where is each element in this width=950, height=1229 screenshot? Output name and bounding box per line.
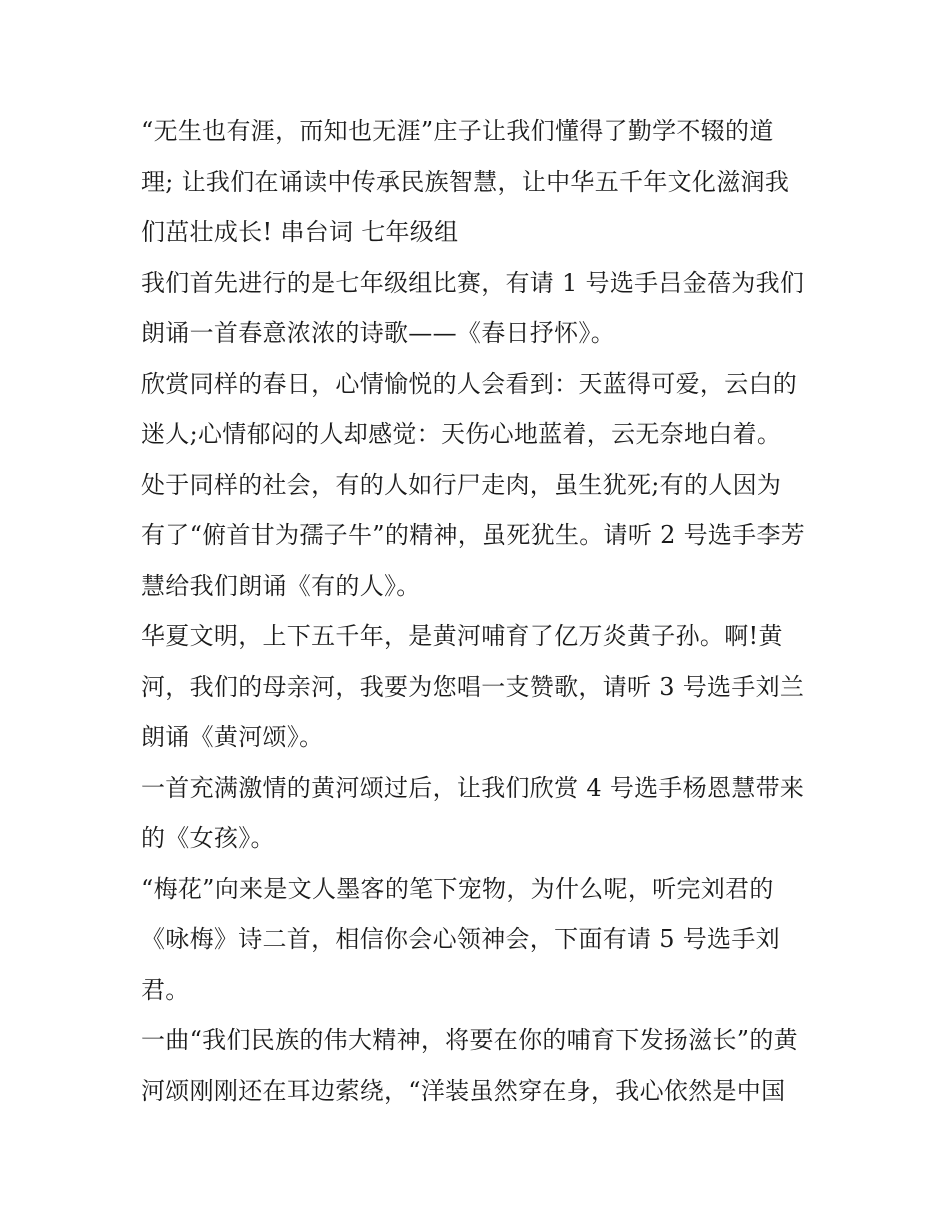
text-line: 一曲“我们民族的伟大精神，将要在你的哺育下发扬滋长”的黄	[141, 1026, 798, 1054]
text-line: 河颂刚刚还在耳边萦绕，“洋装虽然穿在身，我心依然是中国	[141, 1076, 786, 1105]
text-line: 朗诵《黄河颂》。	[141, 723, 324, 751]
text-line: 《咏梅》诗二首，相信你会心领神会，下面有请 5 号选手刘	[141, 925, 780, 953]
text-line: “梅花”向来是文人墨客的笔下宠物，为什么呢，听完刘君的	[141, 874, 774, 903]
text-line: 迷人;心情郁闷的人却感觉：天伤心地蓝着，云无奈地白着。	[141, 420, 782, 448]
text-line: 有了“俯首甘为孺子牛”的精神，虽死犹生。请听 2 号选手李芳	[141, 521, 806, 549]
text-line: 慧给我们朗诵《有的人》。	[141, 571, 421, 600]
text-line: 理; 让我们在诵读中传承民族智慧，让中华五千年文化滋润我	[141, 167, 790, 196]
text-line: 君。	[141, 975, 190, 1004]
text-line: 我们首先进行的是七年级组比赛，有请 1 号选手吕金蓓为我们	[141, 268, 805, 297]
document-body	[141, 106, 821, 1116]
text-line: 欣赏同样的春日，心情愉悦的人会看到：天蓝得可爱，云白的	[141, 369, 798, 398]
text-line: 华夏文明，上下五千年，是黄河哺育了亿万炎黄子孙。啊!黄	[141, 622, 783, 650]
text-line: 们茁壮成长! 串台词 七年级组	[141, 218, 459, 246]
text-line: 河，我们的母亲河，我要为您唱一支赞歌，请听 3 号选手刘兰	[141, 672, 805, 701]
text-line: 朗诵一首春意浓浓的诗歌——《春日抒怀》。	[141, 319, 615, 347]
text-line: “无生也有涯，而知也无涯”庄子让我们懂得了勤学不辍的道	[141, 117, 774, 145]
text-line: 处于同样的社会，有的人如行尸走肉，虽生犹死;有的人因为	[141, 470, 782, 499]
text-line: 的《女孩》。	[141, 824, 275, 852]
text-line: 一首充满激情的黄河颂过后，让我们欣赏 4 号选手杨恩慧带来	[141, 773, 805, 802]
